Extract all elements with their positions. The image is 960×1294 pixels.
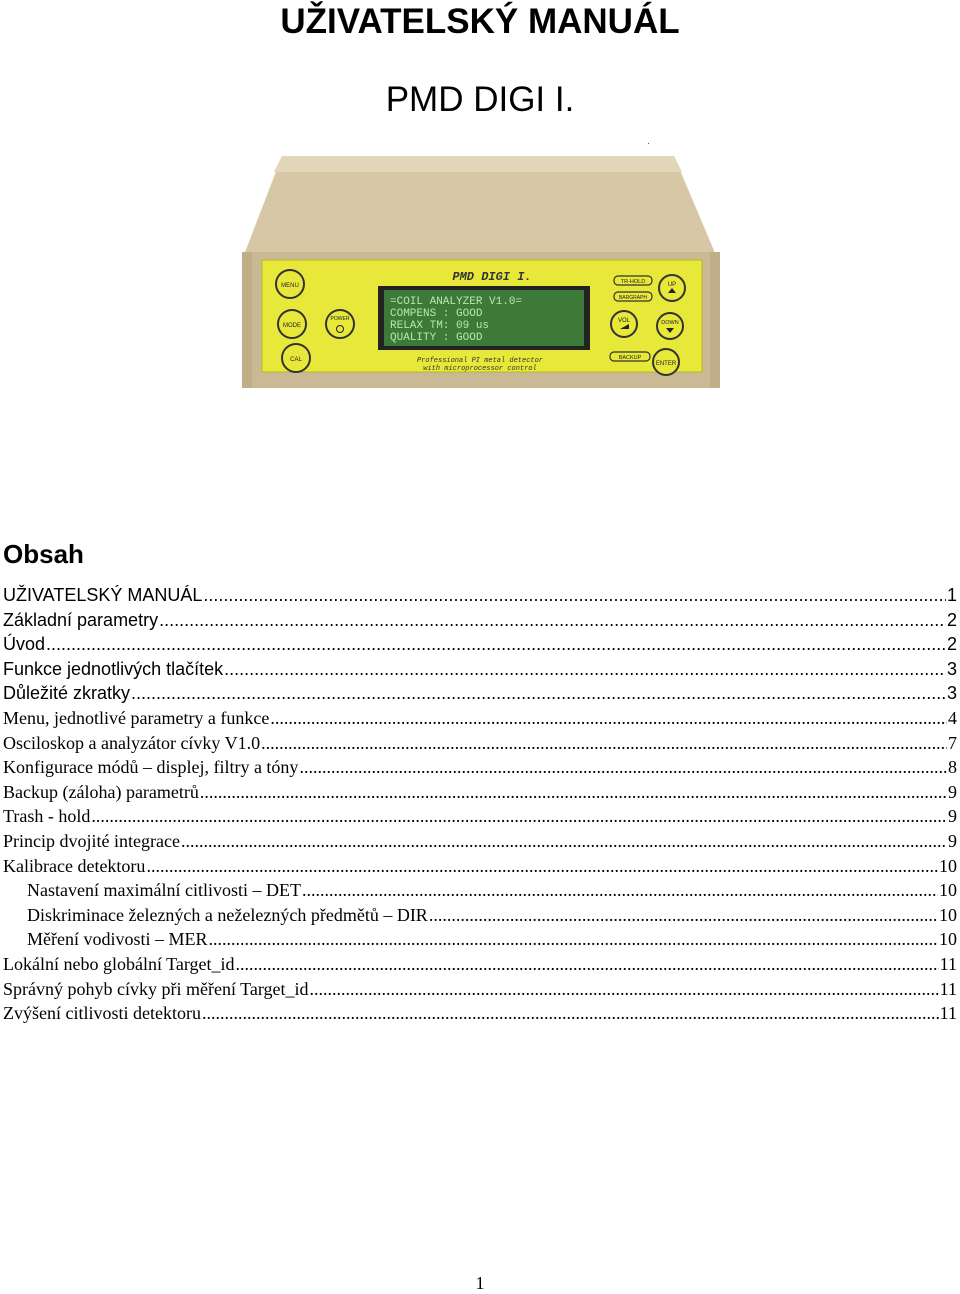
toc-leader-dots xyxy=(200,782,947,803)
toc-entry[interactable] xyxy=(0,610,957,635)
toc-leader-dots xyxy=(159,610,946,631)
toc-entry[interactable] xyxy=(0,929,957,954)
menu-button-label: MENU xyxy=(281,283,299,289)
toc-leader-dots xyxy=(224,659,946,680)
toc-leader-dots xyxy=(146,856,938,877)
toc-entry-title: Nastavení maximální citlivosti – DET xyxy=(27,880,301,901)
toc-entry-page: 4 xyxy=(948,707,957,728)
toc-entry-page: 11 xyxy=(939,978,957,999)
toc-entry[interactable] xyxy=(0,708,957,733)
toc-entry-page: 11 xyxy=(939,953,957,974)
toc-entry-page: 1 xyxy=(946,585,957,605)
toc-entry-page: 9 xyxy=(948,830,957,851)
toc-entry-title: Úvod xyxy=(3,634,46,655)
toc-entry-title: Funkce jednotlivých tlačítek xyxy=(3,658,224,679)
toc-leader-dots xyxy=(181,831,947,852)
toc-entry[interactable] xyxy=(0,1003,957,1028)
document-title: UŽIVATELSKÝ MANUÁL xyxy=(280,2,680,41)
toc-leader-dots xyxy=(302,880,938,901)
toc-entry-page: 2 xyxy=(946,609,957,630)
toc-entry-page: 3 xyxy=(946,683,957,704)
toc-entry[interactable] xyxy=(0,634,957,659)
toc-leader-dots xyxy=(310,979,939,1000)
device-photo xyxy=(242,152,720,392)
toc-leader-dots xyxy=(429,905,938,926)
toc-entry-page: 2 xyxy=(946,634,957,655)
toc-entry-page: 9 xyxy=(948,806,957,827)
cal-button-label: CAL xyxy=(290,357,302,363)
toc-entry-title: Menu, jednotlivé parametry a funkce xyxy=(3,707,270,728)
toc-entry-title: Osciloskop a analyzátor cívky V1.0 xyxy=(3,732,261,753)
toc-entry[interactable] xyxy=(0,905,957,930)
toc-entry-page: 10 xyxy=(939,904,957,925)
menu-button xyxy=(276,270,304,298)
device-footer-line-1: Professional PI metal detector xyxy=(416,357,544,365)
up-button xyxy=(659,275,685,301)
toc-entry-title: Důležité zkratky xyxy=(3,683,131,704)
toc-entry[interactable] xyxy=(0,979,957,1004)
vol-button-label: VOL xyxy=(617,318,631,324)
toc-leader-dots xyxy=(299,757,947,778)
bargraph-button-label: BARGRAPH xyxy=(618,295,648,301)
toc-entry-title: Základní parametry xyxy=(3,609,159,630)
toc-leader-dots xyxy=(131,683,946,704)
page-number: 1 xyxy=(475,1273,485,1293)
tr-hold-button xyxy=(614,276,652,285)
toc-entry-title: Trash - hold xyxy=(3,806,91,827)
toc-entry[interactable] xyxy=(0,954,957,979)
lcd-line-1: =COIL ANALYZER V1.0= xyxy=(390,296,523,308)
toc-entry[interactable] xyxy=(0,757,957,782)
lcd-line-2: COMPENS : GOOD xyxy=(390,308,483,320)
enter-button-label: ENTER xyxy=(655,361,677,367)
table-of-contents xyxy=(0,585,960,1028)
toc-entry-page: 7 xyxy=(948,732,957,753)
toc-leader-dots xyxy=(91,806,947,827)
toc-entry-title: Kalibrace detektoru xyxy=(3,855,146,876)
toc-entry-title: Diskriminace železných a neželezných předmětů – DIR xyxy=(27,904,428,925)
toc-entry-title: Zvýšení citlivosti detektoru xyxy=(3,1003,201,1024)
toc-entry[interactable] xyxy=(0,683,957,708)
toc-entry[interactable] xyxy=(0,733,957,758)
device-brand-label: PMD DIGI I. xyxy=(452,270,532,284)
toc-entry[interactable] xyxy=(0,806,957,831)
down-button xyxy=(657,313,683,339)
stray-mark: . xyxy=(647,136,650,147)
toc-entry-page: 11 xyxy=(939,1003,957,1024)
tr-hold-button-label: TR-HOLD xyxy=(620,279,646,285)
document-subtitle: PMD DIGI I. xyxy=(385,80,575,119)
toc-entry[interactable] xyxy=(0,856,957,881)
enter-button xyxy=(653,349,679,375)
power-button-label: POWER xyxy=(330,316,350,322)
toc-leader-dots xyxy=(236,954,939,975)
toc-entry[interactable] xyxy=(0,585,957,610)
toc-leader-dots xyxy=(202,1003,939,1024)
toc-entry[interactable] xyxy=(0,782,957,807)
toc-entry-title: Princip dvojité integrace xyxy=(3,830,180,851)
vol-button xyxy=(611,311,637,337)
toc-entry-title: UŽIVATELSKÝ MANUÁL xyxy=(3,585,203,605)
lcd-line-4: QUALITY : GOOD xyxy=(390,332,483,344)
toc-entry-page: 10 xyxy=(939,929,957,950)
backup-button xyxy=(610,352,650,361)
toc-leader-dots xyxy=(209,929,939,950)
toc-leader-dots xyxy=(46,634,946,655)
toc-entry-title: Konfigurace módů – displej, filtry a tóny xyxy=(3,757,299,778)
toc-entry-page: 10 xyxy=(939,855,957,876)
toc-heading: Obsah xyxy=(3,539,84,569)
toc-entry-title: Měření vodivosti – MER xyxy=(27,929,208,950)
toc-leader-dots xyxy=(270,708,947,729)
toc-entry-title: Správný pohyb cívky při měření Target_id xyxy=(3,978,309,999)
toc-entry-page: 9 xyxy=(948,781,957,802)
down-button-label: DOWN xyxy=(661,320,679,326)
toc-entry[interactable] xyxy=(0,880,957,905)
toc-entry-page: 8 xyxy=(948,757,957,778)
toc-entry[interactable] xyxy=(0,659,957,684)
cal-button xyxy=(282,344,310,372)
device-footer-line-2: with microprocessor control xyxy=(423,365,537,373)
backup-button-label: BACKUP xyxy=(618,355,642,361)
toc-entry-page: 10 xyxy=(939,880,957,901)
power-button xyxy=(326,310,354,338)
toc-entry-title: Backup (záloha) parametrů xyxy=(3,781,199,802)
toc-entry-title: Lokální nebo globální Target_id xyxy=(3,953,235,974)
toc-leader-dots xyxy=(261,733,947,754)
toc-entry-page: 3 xyxy=(946,658,957,679)
up-button-label: UP xyxy=(667,282,677,288)
toc-entry[interactable] xyxy=(0,831,957,856)
lcd-line-3: RELAX TM: 09 us xyxy=(390,320,490,332)
mode-button-label: MODE xyxy=(283,323,301,329)
toc-leader-dots xyxy=(203,585,946,606)
bargraph-button xyxy=(614,292,652,301)
mode-button xyxy=(278,310,306,338)
